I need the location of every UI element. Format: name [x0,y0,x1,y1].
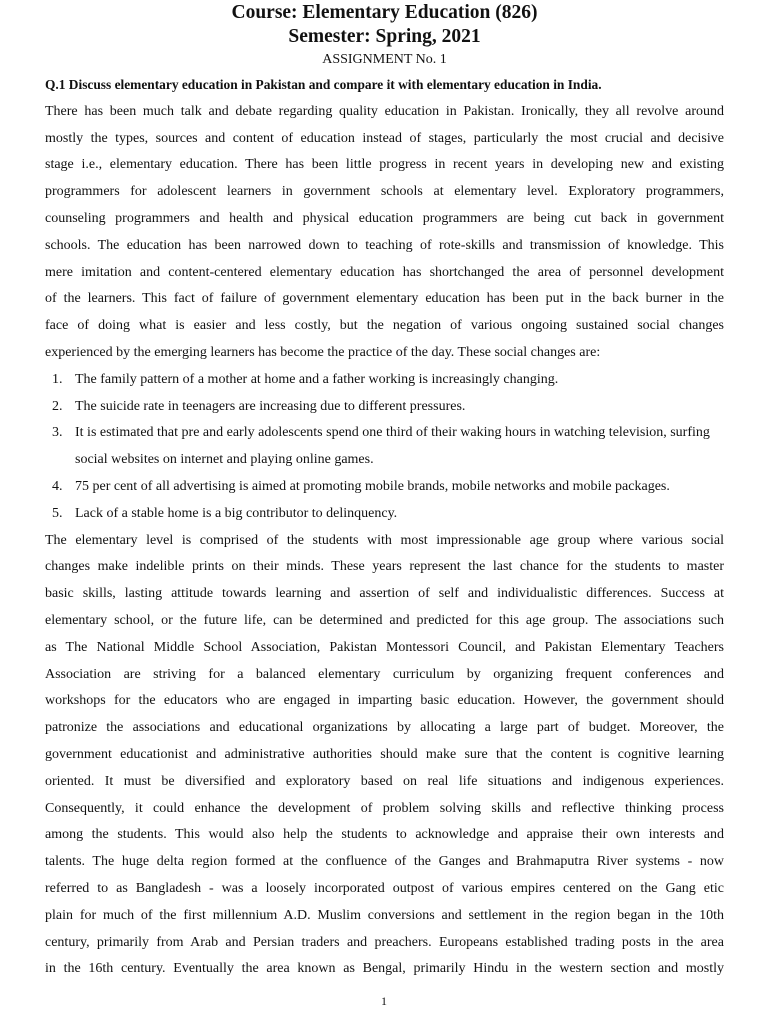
text-line: The elementary level is comprised of the students with most impressionable age group where various social [45,532,724,548]
list-text: It is estimated that pre and early adolescents spend one third of their waking hours in watching television, surfing social websites on internet and playing online games. [75,425,710,468]
text-line: patronize the associations and educational organizations by allocating a large part of budget. Moreover, the [45,720,724,736]
text-line: schools. The education has been narrowed down to teaching of rote-skills and transmission of knowledge. This [45,237,724,253]
list-item [45,367,724,394]
document-page [45,0,724,983]
text-line: stage i.e., elementary education. There has been little progress in recent years in developing new and existing [45,157,724,173]
text-line: plain for much of the first millennium A.D. Muslim conversions and settlement in the region began in the 10th [45,907,724,923]
assignment-title: ASSIGNMENT No. 1 [322,52,447,67]
list-number: 3. [52,425,63,441]
list-text: Lack of a stable home is a big contributor to delinquency. [75,505,398,521]
list-item [45,420,724,474]
text-line: There has been much talk and debate regarding quality education in Pakistan. Ironically, they all revolve around [45,103,724,119]
text-line: government educationist and administrative authorities should make sure that the content is cognitive learning [45,746,724,762]
text-line: Consequently, it could enhance the development of problem solving skills and reflective thinking process [45,800,724,816]
list-item [45,474,724,501]
text-line: face of doing what is easier and less costly, but the negation of various ongoing sustained social changes [45,318,724,334]
list-text: The family pattern of a mother at home and a father working is increasingly changing. [75,371,559,387]
list-item [45,394,724,421]
text-line: in the 16th century. Eventually the area known as Bengal, primarily Hindu in the western section and mostly [45,961,724,977]
text-line: century, primarily from Arab and Persian traders and preachers. Europeans established trading posts in the area [45,934,724,950]
text-line: elementary school, or the future life, can be determined and predicted for this age group. The associations such [45,612,724,628]
list-number: 2. [52,398,63,414]
social-changes-list [45,367,724,528]
list-text: 75 per cent of all advertising is aimed at promoting mobile brands, mobile networks and mobile packages. [75,478,670,494]
paragraph-elementary-level [45,528,724,984]
text-line: changes make indelible prints on their minds. These years represent the last chance for the students to master [45,559,724,575]
text-line: talents. The huge delta region formed at the confluence of the Ganges and Brahmaputra River systems - now [45,854,724,870]
semester-title: Semester: Spring, 2021 [288,26,481,47]
text-line: among the students. This would also help the students to acknowledge and appraise their own interests and [45,827,724,843]
text-line: programmers for adolescent learners in government schools at elementary level. Exploratory programmers, [45,184,724,200]
text-line: experienced by the emerging learners has become the practice of the day. These social changes are: [45,344,601,360]
page-number: 1 [381,994,387,1008]
text-line: oriented. It must be diversified and exploratory based on real life situations and indigenous experiences. [45,773,724,789]
text-line: counseling programmers and health and physical education programmers are being cut back in government [45,210,724,226]
text-line: of the learners. This fact of failure of government elementary education has been put in the back burner in the [45,291,724,307]
text-line: mere imitation and content-centered elementary education has shortchanged the area of personnel development [45,264,724,280]
course-title: Course: Elementary Education (826) [231,2,538,23]
list-item [45,501,724,528]
list-text: The suicide rate in teenagers are increasing due to different pressures. [75,398,466,414]
text-line: as The National Middle School Association, Pakistan Montessori Council, and Pakistan Elementary Teachers [45,639,724,655]
text-line: basic skills, lasting attitude towards learning and assertion of self and individualistic differences. Success at [45,586,724,602]
list-number: 4. [52,478,63,494]
text-line: mostly the types, sources and content of education instead of stages, particularly the most crucial and decisive [45,130,724,146]
text-line: referred to as Bangladesh - was a loosely incorporated outpost of various empires centered on the Gang etic [45,880,724,896]
list-number: 5. [52,505,63,521]
text-line: workshops for the educators who are engaged in imparting basic education. However, the government should [45,693,724,709]
list-number: 1. [52,371,63,387]
question-heading: Q.1 Discuss elementary education in Pakistan and compare it with elementary education in India. [45,77,602,92]
paragraph-intro [45,99,724,367]
text-line: Association are striving for a balanced elementary curriculum by organizing frequent conferences and [45,666,724,682]
